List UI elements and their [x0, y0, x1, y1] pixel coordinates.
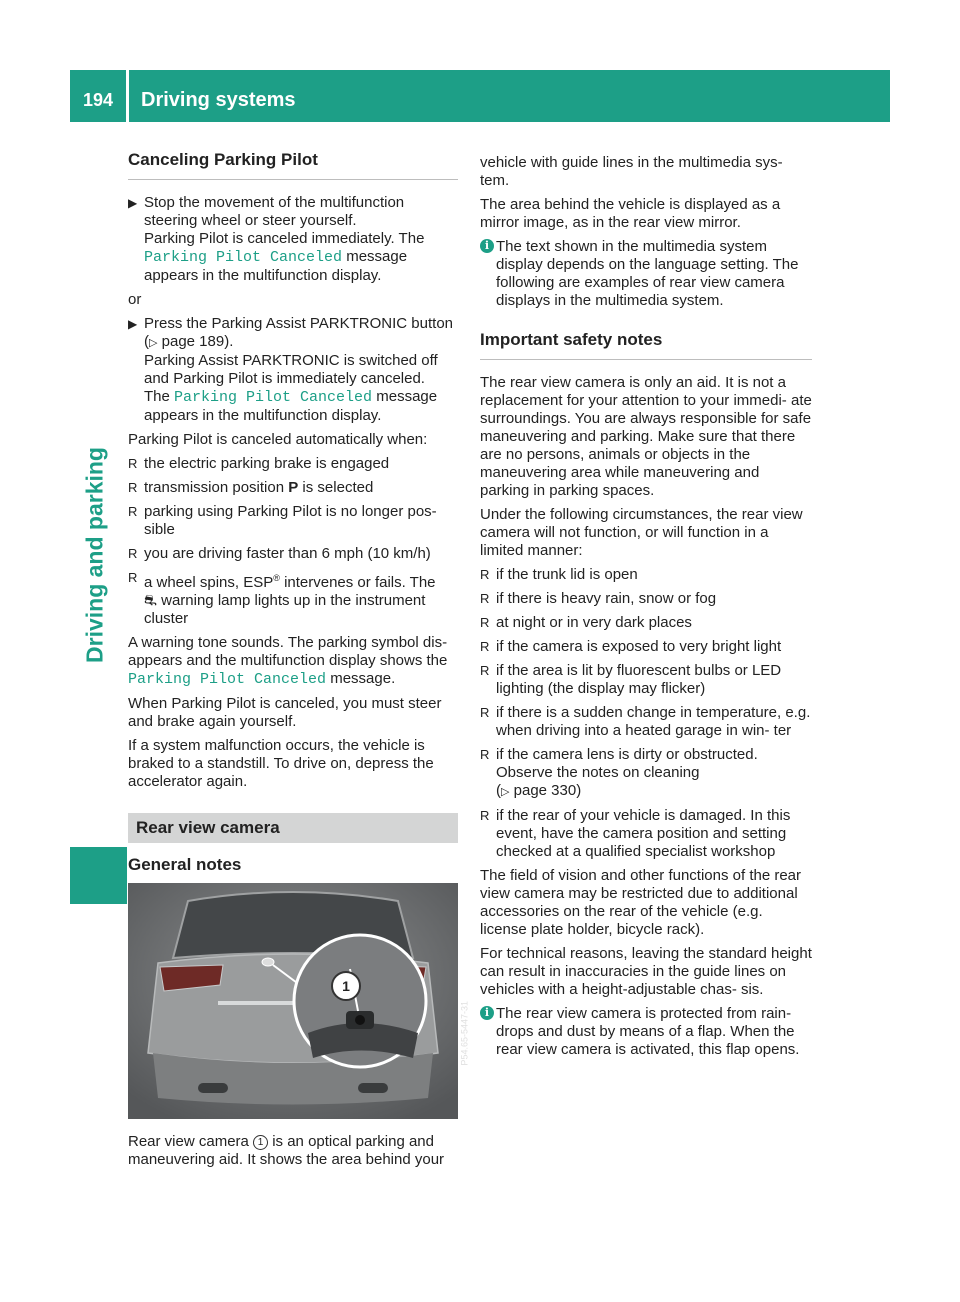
right-column [480, 154, 812, 1065]
page-reference[interactable]: (▷ page 189). [144, 333, 234, 350]
header-divider [126, 70, 129, 122]
heading-general-notes: General notes [128, 855, 242, 874]
esp-warning-icon: ⛐ [144, 592, 157, 609]
side-tab [80, 295, 110, 815]
info-icon: i [480, 1006, 494, 1020]
list-item: R if the area is lit by fluorescent bulbs or LED lighting (the display may flicker) [480, 662, 782, 697]
heading-important-safety-notes: Important safety notes [480, 330, 812, 360]
step-stop-steering: ▶ Stop the movement of the multifunction steering wheel or steer yourself. Parking Pilot is canceled immediately. The Parking Pilot Canceled message appears in the multifunction display. [128, 194, 425, 284]
list-item: R the electric parking brake is engaged [128, 455, 390, 472]
field-of-vision-paragraph: The field of vision and other functions of the rear view camera may be restricted due to additional accessories on the rear of the vehicle (e.g. license plate holder, bicycle rack). [480, 867, 802, 938]
list-item: R if there is heavy rain, snow or fog [480, 590, 717, 607]
display-message: Parking Pilot Canceled [174, 389, 373, 406]
reference-arrow-icon: ▷ [149, 337, 158, 349]
page-reference[interactable]: (▷ page 330) [496, 782, 582, 799]
info-note-language: i The text shown in the multimedia system display depends on the language setting. The following are examples of rear view camera displays in the multimedia system. [480, 238, 812, 310]
car-rear-illustration [128, 883, 458, 1119]
list-item: R a wheel spins, ESP® intervenes or fails. The ⛐ warning lamp lights up in the instrument cluster [128, 570, 436, 627]
page-number: 194 [82, 90, 114, 110]
info-icon: i [480, 239, 494, 253]
list-item: R at night or in very dark places [480, 614, 692, 631]
continued-paragraph: vehicle with guide lines in the multimedia sys- tem. [480, 154, 783, 189]
aid-paragraph: The rear view camera is only an aid. It is not a replacement for your attention to your immedi- ate surroundings. You are always responsible for safe maneuvering and parking. Make sure that there are no persons, animals or objects in the maneuvering area while maneuvering and parking in parking spaces. [480, 374, 812, 499]
heading-canceling-parking-pilot: Canceling Parking Pilot [128, 150, 458, 180]
list-item: R if the camera lens is dirty or obstructed. Observe the notes on cleaning (▷ page 330) [480, 746, 758, 799]
callout-1-icon: 1 [253, 1135, 268, 1150]
section-rear-view-camera: Rear view camera [128, 813, 458, 843]
limited-paragraph: Under the following circumstances, the rear view camera will not function, or will function in a limited manner: [480, 506, 803, 559]
auto-cancel-intro: Parking Pilot is canceled automatically when: [128, 431, 428, 448]
list-item: R if the trunk lid is open [480, 566, 638, 583]
reference-arrow-icon: ▷ [501, 786, 510, 798]
step-arrow-icon: ▶ [128, 317, 138, 331]
malfunction-paragraph: If a system malfunction occurs, the vehicle is braked to a standstill. To drive on, depress the accelerator again. [128, 737, 434, 790]
left-column [128, 150, 470, 1175]
step-press-button: ▶ Press the Parking Assist PARKTRONIC button (▷ page 189). Parking Assist PARKTRONIC is switched off and Parking Pilot is immediately canceled. The Parking Pilot Canceled message appears in the multifunction display. [128, 315, 454, 424]
page-title: Driving systems [141, 89, 296, 111]
figure-code: P54.65-5447-31 [460, 1001, 470, 1066]
figure-caption: Rear view camera 1 is an optical parking and maneuvering aid. It shows the area behind your [128, 1133, 445, 1168]
side-tab-marker [70, 847, 127, 904]
display-message: Parking Pilot Canceled [128, 671, 327, 688]
rear-view-camera-figure [128, 883, 470, 1119]
list-item: R if the rear of your vehicle is damaged. In this event, have the camera position and setting checked at a qualified specialist workshop [480, 807, 791, 860]
list-item: R if there is a sudden change in temperature, e.g. when driving into a heated garage in win- ter [480, 704, 811, 739]
steer-paragraph: When Parking Pilot is canceled, you must steer and brake again yourself. [128, 695, 442, 730]
mirror-paragraph: The area behind the vehicle is displayed as a mirror image, as in the rear view mirror. [480, 196, 781, 231]
figure-callout-1: 1 [331, 971, 361, 1001]
step-arrow-icon: ▶ [128, 196, 138, 210]
list-item: R transmission position P is selected [128, 479, 374, 496]
info-note-flap: i The rear view camera is protected from rain- drops and dust by means of a flap. When the rear view camera is activated, this flap opens. [480, 1005, 812, 1059]
list-item: R you are driving faster than 6 mph (10 km/h) [128, 545, 431, 562]
warning-tone-paragraph: A warning tone sounds. The parking symbol dis- appears and the multifunction display shows the Parking Pilot Canceled message. [128, 634, 448, 688]
display-message: Parking Pilot Canceled [144, 249, 343, 266]
list-item: R parking using Parking Pilot is no longer pos- sible [128, 503, 437, 538]
technical-paragraph: For technical reasons, leaving the standard height can result in inaccuracies in the guide lines on vehicles with a height-adjustable chas- sis. [480, 945, 812, 998]
side-tab-label: Driving and parking [81, 447, 108, 663]
or-text: or [128, 291, 142, 308]
list-item: R if the camera is exposed to very bright light [480, 638, 782, 655]
